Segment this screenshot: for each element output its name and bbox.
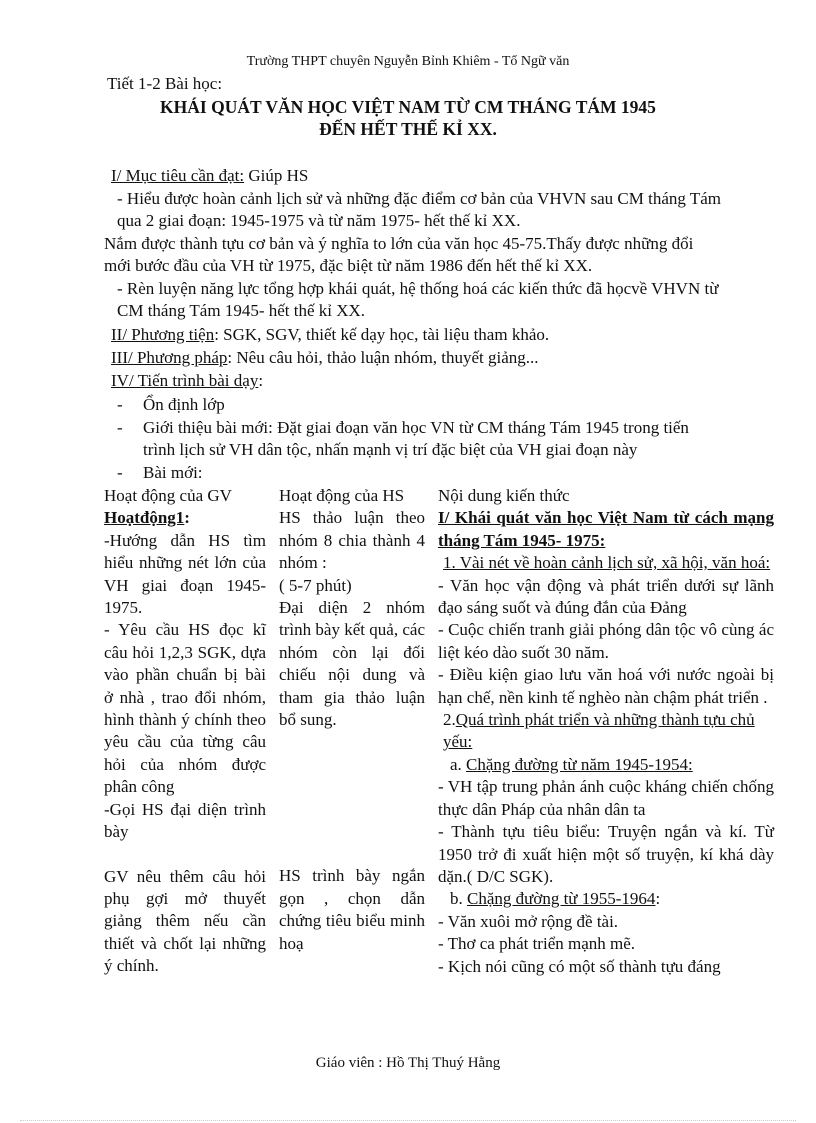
stage-a-label: a. — [450, 754, 467, 774]
student-para-1: HS thảo luận theo nhóm 8 chia thành 4 nhóm : — [279, 508, 425, 573]
stage-a-text: Chặng đường từ năm 1945-1954: — [466, 754, 693, 774]
process-rest: : — [258, 371, 264, 390]
process-line — [111, 370, 263, 392]
title-line-1: KHÁI QUÁT VĂN HỌC VIỆT NAM TỪ CM THÁNG TÁM 1945 — [160, 97, 656, 117]
section-1-title: I/ Khái quát văn học Việt Nam từ cách mạng tháng Tám 1945- 1975: — [438, 508, 774, 550]
objectives-line-6: CM tháng Tám 1945- hết thế kỉ XX. — [117, 301, 366, 320]
teacher-para-3: -Gọi HS đại diện trình bày — [104, 799, 266, 842]
column-student-header: Hoạt động của HS — [279, 486, 405, 505]
stage-a-title — [438, 754, 774, 776]
objectives-line-3: Nắm được thành tựu cơ bản và ý nghĩa to lớn của văn học 45-75.Thấy được những đổi — [104, 234, 694, 253]
step-3-text: Bài mới: — [143, 463, 203, 482]
footer-rule — [20, 1120, 796, 1121]
method-line — [111, 347, 539, 369]
means-label: II/ Phương tiện — [111, 325, 215, 344]
method-label: III/ Phương pháp — [111, 348, 228, 367]
column-content — [438, 485, 774, 978]
subsection-2-number: 2. — [443, 710, 456, 730]
step-2a: - Giới thiệu bài mới: Đặt giai đoạn văn học VN từ CM tháng Tám 1945 trong tiến — [117, 418, 689, 437]
subsection-2-text: Quá trình phát triển và những thành tựu chủ yếu: — [443, 710, 755, 752]
context-bullet-3: - Điều kiện giao lưu văn hoá với nước ngoài bị hạn chế, nền kinh tế nghèo nàn chậm phát triển . — [438, 665, 774, 707]
teacher-para-2: - Yêu cầu HS đọc kĩ câu hỏi 1,2,3 SGK, dựa vào phần chuẩn bị bài ở nhà , trao đổi nhóm, hình thành ý chính theo yêu cầu của từng câu hỏi của nhóm được phân công — [104, 620, 266, 797]
student-para-3: Đại diện 2 nhóm trình bày kết quả, các nhóm còn lại đối chiếu nội dung và tham gia thảo luận bổ sung. — [279, 598, 425, 730]
objectives-line-5: - Rèn luyện năng lực tổng hợp khái quát, hệ thống hoá các kiến thức đã họcvề VHVN từ — [117, 279, 719, 298]
student-para-2: ( 5-7 phút) — [279, 575, 352, 595]
subsection-2-title — [438, 709, 774, 754]
activity-1-label: Hoạtđộng1 — [104, 508, 185, 528]
page-header: Trường THPT chuyên Nguyễn Bỉnh Khiêm - Tổ Ngữ văn — [246, 54, 570, 69]
method-rest: : Nêu câu hỏi, thảo luận nhóm, thuyết giảng... — [227, 348, 539, 367]
stage-b-title — [438, 888, 774, 910]
teacher-para-4: GV nêu thêm câu hỏi phụ gợi mở thuyết giảng thêm nếu cần thiết và chốt lại những ý chính. — [104, 866, 266, 976]
objectives-heading — [111, 165, 308, 187]
activity-1-heading — [104, 507, 266, 529]
context-bullet-1: - Văn học vận động và phát triển dưới sự lãnh đạo sáng suốt và đúng đắn của Đảng — [438, 575, 774, 618]
step-2b: trình lịch sử VH dân tộc, nhấn mạnh vị trí đặc biệt của VH giai đoạn này — [143, 440, 638, 459]
objectives-heading-rest: Giúp HS — [244, 166, 309, 185]
column-content-header: Nội dung kiến thức — [438, 486, 570, 505]
title-line-2: ĐẾN HẾT THẾ KỈ XX. — [319, 119, 497, 139]
subsection-1-title: 1. Vài nét về hoàn cảnh lịch sử, xã hội, văn hoá: — [443, 553, 771, 573]
activity-1-colon: : — [184, 508, 190, 528]
stage-a-bullet-2: - Thành tựu tiêu biểu: Truyện ngắn và kí. Từ 1950 trở đi xuất hiện một số truyện, kí khá dày dặn.( D/C SGK). — [438, 822, 774, 886]
step-3: - Bài mới: — [117, 463, 203, 482]
stage-b-bullet-1: - Văn xuôi mở rộng đề tài. — [438, 911, 619, 931]
objectives-line-1: - Hiểu được hoàn cảnh lịch sử và những đặc điểm cơ bản của VHVN sau CM tháng Tám — [117, 189, 721, 208]
column-teacher-header: Hoạt động của GV — [104, 486, 232, 505]
step-1-text: Ổn định lớp — [143, 395, 225, 414]
means-rest: : SGK, SGV, thiết kế dạy học, tài liệu tham khảo. — [214, 325, 550, 344]
stage-b-bullet-2: - Thơ ca phát triển mạnh mẽ. — [438, 934, 636, 954]
column-teacher — [104, 485, 266, 978]
stage-b-label: b. — [450, 889, 467, 909]
lesson-line: Tiết 1-2 Bài học: — [107, 74, 223, 93]
stage-a-bullet-1: - VH tập trung phản ánh cuộc kháng chiến chống thực dân Pháp của nhân dân ta — [438, 777, 774, 819]
objectives-label: I/ Mục tiêu cần đạt: — [111, 166, 245, 185]
objectives-line-2: qua 2 giai đoạn: 1945-1975 và từ năm 1975- hết thế kỉ XX. — [117, 211, 521, 230]
context-bullet-2: - Cuộc chiến tranh giải phóng dân tộc vô cùng ác liệt kéo dào suốt 30 năm. — [438, 620, 774, 662]
stage-b-text: Chặng đường từ 1955-1964 — [467, 889, 656, 909]
objectives-line-4: mới bước đầu của VH từ 1975, đặc biệt từ năm 1986 đến hết thế kỉ XX. — [104, 256, 593, 275]
student-para-4: HS trình bày ngắn gọn , chọn dẫn chứng tiêu biểu minh hoạ — [279, 866, 425, 953]
page-footer: Giáo viên : Hồ Thị Thuý Hằng — [315, 1055, 501, 1071]
column-student — [279, 485, 425, 955]
means-line — [111, 324, 549, 346]
step-1: - Ổn định lớp — [117, 395, 225, 414]
stage-b-bullet-3: - Kịch nói cũng có một số thành tựu đáng — [438, 956, 721, 976]
stage-b-colon: : — [655, 889, 661, 909]
step-2a-text: Giới thiệu bài mới: Đặt giai đoạn văn học VN từ CM tháng Tám 1945 trong tiến — [143, 418, 689, 437]
process-label: IV/ Tiến trình bài dạy — [111, 371, 259, 390]
teacher-para-1: -Hướng dẫn HS tìm hiểu những nét lớn của VH giai đoạn 1945-1975. — [104, 530, 266, 618]
